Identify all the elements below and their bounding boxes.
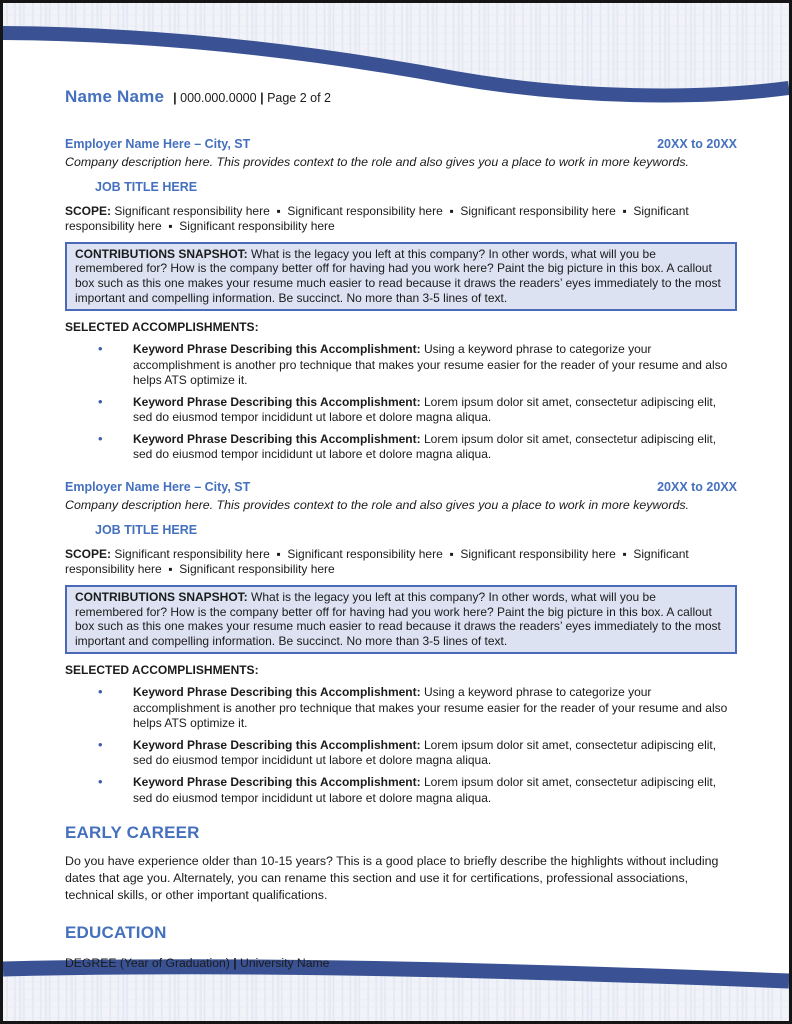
employer-name-location: Employer Name Here – City, ST — [65, 137, 251, 151]
bullet-icon: • — [98, 773, 103, 789]
bullet-keyword: Keyword Phrase Describing this Accomplishment: — [133, 341, 421, 356]
bullet-keyword: Keyword Phrase Describing this Accomplishment: — [133, 737, 421, 752]
accomplishments-label: SELECTED ACCOMPLISHMENTS: — [65, 663, 259, 678]
header-meta — [173, 91, 331, 105]
candidate-name: Name Name — [65, 87, 165, 106]
employer-section-2 — [65, 479, 737, 806]
phone-number: 000.000.0000 — [180, 91, 257, 105]
company-description: Company description here. This provides context to the role and also gives you a place to work in more keywords. — [65, 155, 689, 170]
bullet-keyword: Keyword Phrase Describing this Accomplishment: — [133, 394, 421, 409]
bullet-icon: • — [98, 683, 103, 699]
employer-name-location: Employer Name Here – City, ST — [65, 480, 251, 495]
company-description: Company description here. This provides context to the role and also gives you a place to work in more keywords. — [65, 498, 689, 513]
scope-items: Significant responsibility here ▪ Significant responsibility here ▪ Significant responsibility here ▪ Significant responsibility here ▪ Significant responsibility here — [65, 546, 693, 577]
bullet-text: Using a keyword phrase to categorize your accomplishment is another pro technique that makes your resume easier for the reader of your resume and also helps ATS optimize it. — [133, 341, 728, 388]
accomplishment-bullet — [65, 432, 737, 463]
accomplishment-bullet — [65, 685, 737, 732]
accomplishment-bullet — [65, 738, 737, 769]
degree-line — [65, 956, 737, 972]
separator: | — [233, 955, 237, 970]
resume-body — [65, 136, 737, 984]
accomplishment-bullet — [65, 395, 737, 426]
bullet-text: Lorem ipsum dolor sit amet, consectetur adipiscing elit, sed do eiusmod tempor incididunt ut labore et dolore magna aliqua. — [133, 431, 717, 462]
snapshot-text: What is the legacy you left at this company? In other words, what will you be remembered for? How is the company better off for having had you work here? Paint the big picture in this box. A callout box such as this one makes your resume much easier to read because it draws the readers’ eyes immediately to the most important and compelling information. Be succinct. No more than 3-5 lines of text. — [75, 246, 721, 305]
contributions-snapshot-box — [65, 585, 737, 655]
bullet-icon: • — [98, 430, 103, 446]
page-number: Page 2 of 2 — [267, 91, 332, 105]
snapshot-text: What is the legacy you left at this company? In other words, what will you be remembered for? How is the company better off for having had you work here? Paint the big picture in this box. A callout box such as this one makes your resume much easier to read because it draws the readers’ eyes immediately to the most important and compelling information. Be succinct. No more than 3-5 lines of text. — [75, 589, 721, 648]
bullet-keyword: Keyword Phrase Describing this Accomplishment: — [133, 684, 421, 699]
bullet-keyword: Keyword Phrase Describing this Accomplishment: — [133, 431, 421, 446]
scope-line — [65, 547, 737, 578]
employment-dates: 20XX to 20XX — [657, 137, 737, 151]
early-career-body: Do you have experience older than 10-15 years? This is a good place to briefly describe the highlights without including dates that age you. Alternately, you can rename this section and use it for certifications, professional associations, technical skills, or other important qualifications. — [65, 854, 719, 902]
job-title: JOB TITLE HERE — [95, 523, 198, 538]
bullet-text: Using a keyword phrase to categorize your accomplishment is another pro technique that makes your resume easier for the reader of your resume and also helps ATS optimize it. — [133, 684, 728, 731]
employer-heading — [65, 479, 737, 495]
separator: | — [173, 91, 177, 105]
contributions-snapshot-box — [65, 242, 737, 312]
employment-dates: 20XX to 20XX — [657, 480, 737, 495]
bullet-text: Lorem ipsum dolor sit amet, consectetur adipiscing elit, sed do eiusmod tempor incididunt ut labore et dolore magna aliqua. — [133, 774, 717, 805]
separator: | — [260, 91, 264, 105]
scope-items: Significant responsibility here ▪ Significant responsibility here ▪ Significant responsibility here ▪ Significant responsibility here ▪ Significant responsibility here — [65, 203, 693, 234]
bullet-icon: • — [98, 736, 103, 752]
education-title: EDUCATION — [65, 922, 167, 942]
page-header — [65, 87, 737, 107]
snapshot-label: CONTRIBUTIONS SNAPSHOT: — [75, 589, 248, 604]
scope-label: SCOPE: — [65, 546, 112, 561]
employer-heading — [65, 136, 737, 152]
early-career-title: EARLY CAREER — [65, 823, 200, 843]
degree: DEGREE (Year of Graduation) — [65, 955, 230, 970]
snapshot-label: CONTRIBUTIONS SNAPSHOT: — [75, 246, 248, 261]
university-name: University Name — [240, 955, 330, 970]
bullet-text: Lorem ipsum dolor sit amet, consectetur adipiscing elit, sed do eiusmod tempor incididunt ut labore et dolore magna aliqua. — [133, 394, 717, 425]
scope-line — [65, 204, 737, 235]
accomplishments-label: SELECTED ACCOMPLISHMENTS: — [65, 320, 259, 335]
accomplishment-bullet — [65, 342, 737, 389]
header-texture — [3, 3, 789, 95]
employer-section-1 — [65, 136, 737, 463]
bullet-text: Lorem ipsum dolor sit amet, consectetur adipiscing elit, sed do eiusmod tempor incididunt ut labore et dolore magna aliqua. — [133, 737, 717, 768]
accomplishment-bullet — [65, 775, 737, 806]
bullet-icon: • — [98, 393, 103, 409]
bullet-keyword: Keyword Phrase Describing this Accomplishment: — [133, 774, 421, 789]
scope-label: SCOPE: — [65, 203, 112, 218]
job-title: JOB TITLE HERE — [95, 180, 198, 195]
bullet-icon: • — [98, 340, 103, 356]
